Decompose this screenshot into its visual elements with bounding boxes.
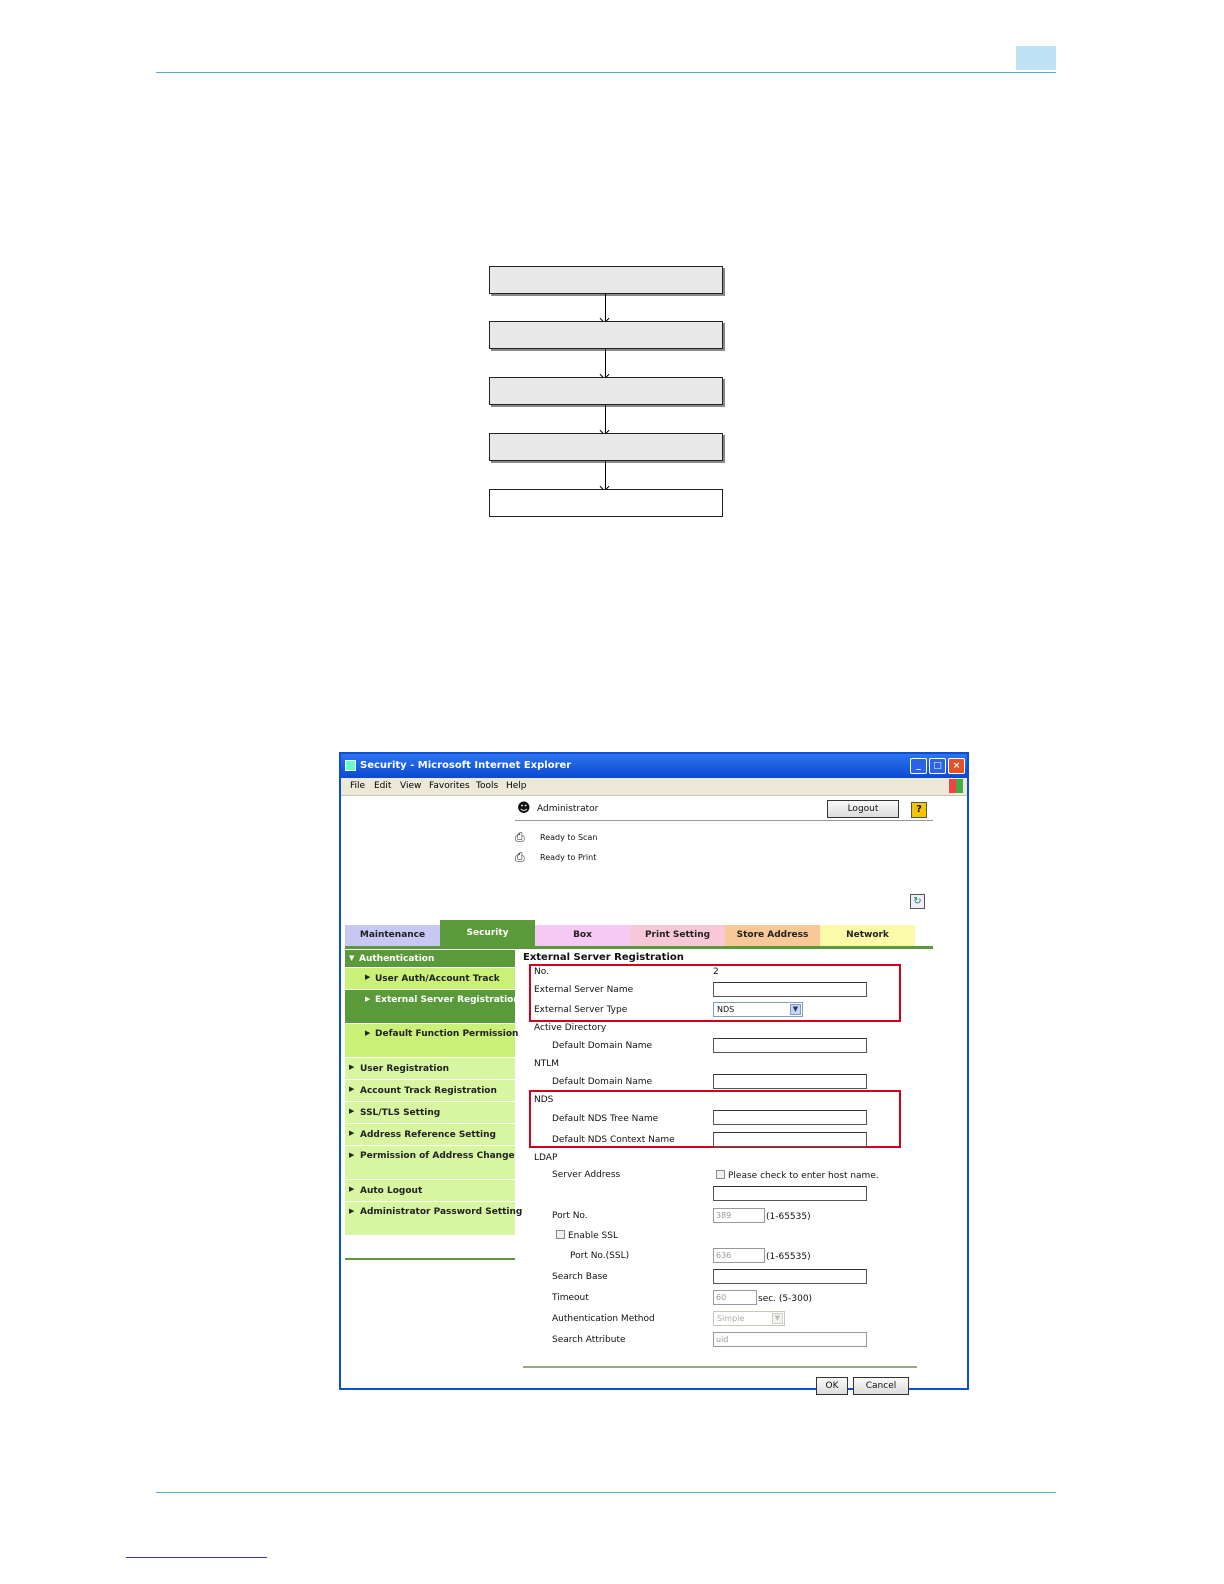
browser-window bbox=[339, 752, 969, 1390]
cancel-button[interactable]: Cancel bbox=[853, 1377, 909, 1395]
menu-tools[interactable]: Tools bbox=[476, 781, 499, 791]
chapter-tab-marker bbox=[1016, 46, 1056, 70]
menu-bar bbox=[341, 778, 967, 796]
form-bottom-rule bbox=[523, 1366, 917, 1368]
nds-context-label: Default NDS Context Name bbox=[552, 1135, 675, 1145]
chevron-right-icon: ▶ bbox=[349, 1085, 355, 1093]
flow-arrow-3 bbox=[605, 405, 606, 433]
timeout-label: Timeout bbox=[552, 1293, 589, 1303]
tab-box[interactable]: Box bbox=[535, 925, 630, 946]
search-base-input[interactable] bbox=[713, 1269, 867, 1284]
server-type-label: External Server Type bbox=[534, 1005, 628, 1015]
flow-step-3 bbox=[489, 377, 723, 405]
footer-link-underline bbox=[126, 1557, 267, 1558]
help-button[interactable]: ? bbox=[911, 802, 927, 818]
auth-method-value: Simple bbox=[717, 1314, 745, 1323]
server-type-select[interactable] bbox=[713, 1002, 803, 1017]
tab-maintenance[interactable]: Maintenance bbox=[345, 925, 440, 946]
title-bar bbox=[341, 754, 967, 778]
timeout-input[interactable]: 60 bbox=[713, 1290, 757, 1305]
ok-button[interactable]: OK bbox=[816, 1377, 848, 1395]
auth-method-select[interactable] bbox=[713, 1311, 785, 1326]
active-directory-heading: Active Directory bbox=[534, 1023, 607, 1033]
host-name-check-label: Please check to enter host name. bbox=[728, 1171, 879, 1181]
menu-help[interactable]: Help bbox=[506, 781, 527, 791]
ssl-port-label: Port No.(SSL) bbox=[570, 1251, 630, 1261]
flow-step-4 bbox=[489, 433, 723, 461]
ssl-port-input[interactable]: 636 bbox=[713, 1248, 765, 1263]
header-rule bbox=[156, 72, 1056, 73]
scan-status: Ready to Scan bbox=[540, 833, 598, 842]
chevron-right-icon: ▶ bbox=[349, 1063, 355, 1071]
menu-file[interactable]: File bbox=[350, 781, 366, 791]
sidebar-item-label: External Server Registration bbox=[375, 995, 520, 1005]
sidebar-item-permission-address[interactable] bbox=[345, 1146, 515, 1180]
flow-step-2 bbox=[489, 321, 723, 349]
ssl-port-range: (1-65535) bbox=[766, 1252, 811, 1262]
host-name-checkbox[interactable] bbox=[716, 1170, 725, 1179]
nds-context-input[interactable] bbox=[713, 1132, 867, 1147]
sidebar-item-auto-logout[interactable] bbox=[345, 1180, 515, 1202]
sidebar-item-label: Authentication bbox=[359, 954, 435, 964]
ie-icon bbox=[345, 760, 356, 771]
ad-domain-input[interactable] bbox=[713, 1038, 867, 1053]
chevron-down-icon: ▼ bbox=[772, 1313, 783, 1324]
flow-arrow-4 bbox=[605, 461, 606, 489]
logout-button[interactable]: Logout bbox=[827, 800, 899, 818]
ldap-heading: LDAP bbox=[534, 1153, 558, 1163]
enable-ssl-label: Enable SSL bbox=[568, 1231, 618, 1241]
search-base-label: Search Base bbox=[552, 1272, 608, 1282]
window-title: Security - Microsoft Internet Explorer bbox=[360, 760, 572, 771]
chevron-down-icon: ▼ bbox=[790, 1004, 801, 1015]
user-icon: ☻ bbox=[517, 801, 531, 816]
chevron-right-icon: ▶ bbox=[349, 1107, 355, 1115]
main-tabs bbox=[345, 920, 933, 944]
sidebar-item-address-reference[interactable] bbox=[345, 1124, 515, 1146]
server-type-value: NDS bbox=[717, 1005, 735, 1014]
footer-rule bbox=[156, 1492, 1056, 1493]
ldap-server-label: Server Address bbox=[552, 1170, 621, 1180]
chevron-right-icon: ▶ bbox=[349, 1129, 355, 1137]
user-label: Administrator bbox=[537, 804, 599, 814]
sidebar-item-label: Default Function Permission bbox=[375, 1029, 519, 1039]
nds-tree-input[interactable] bbox=[713, 1110, 867, 1125]
tabs-underline bbox=[345, 946, 933, 949]
page-content bbox=[343, 796, 965, 1391]
sidebar-item-default-function[interactable] bbox=[345, 1024, 519, 1058]
admin-bar bbox=[515, 800, 933, 821]
no-label: No. bbox=[534, 967, 549, 977]
ntlm-heading: NTLM bbox=[534, 1059, 560, 1069]
sidebar-item-authentication[interactable] bbox=[345, 950, 515, 968]
flow-arrow-2 bbox=[605, 349, 606, 377]
chevron-right-icon: ▶ bbox=[349, 1151, 355, 1159]
tab-security[interactable]: Security bbox=[440, 920, 535, 946]
expand-arrow-icon: ▼ bbox=[349, 954, 355, 962]
form-title: External Server Registration bbox=[523, 952, 684, 963]
sidebar-item-external-server[interactable] bbox=[345, 990, 520, 1024]
maximize-button[interactable]: □ bbox=[929, 758, 946, 774]
chevron-right-icon: ▶ bbox=[349, 1207, 355, 1215]
refresh-icon[interactable]: ↻ bbox=[910, 894, 925, 909]
nds-heading: NDS bbox=[534, 1095, 554, 1105]
sidebar-bottom-rule bbox=[345, 1258, 515, 1260]
timeout-unit: sec. (5-300) bbox=[758, 1294, 813, 1304]
sidebar-item-admin-password[interactable] bbox=[345, 1202, 523, 1236]
chevron-right-icon: ▶ bbox=[349, 1185, 355, 1193]
sidebar-item-label: Address Reference Setting bbox=[360, 1130, 496, 1140]
flow-step-1 bbox=[489, 266, 723, 294]
menu-view[interactable]: View bbox=[400, 781, 422, 791]
sidebar-item-label: Account Track Registration bbox=[360, 1086, 497, 1096]
print-status: Ready to Print bbox=[540, 853, 597, 862]
ad-domain-label: Default Domain Name bbox=[552, 1041, 653, 1051]
no-value: 2 bbox=[713, 967, 719, 977]
sidebar-item-label: Permission of Address Change bbox=[360, 1151, 515, 1161]
windows-logo-icon bbox=[949, 779, 963, 793]
sidebar-item-account-track[interactable] bbox=[345, 1080, 515, 1102]
sidebar-item-label: SSL/TLS Setting bbox=[360, 1108, 441, 1118]
chevron-right-icon: ▶ bbox=[365, 995, 371, 1003]
tab-print-setting[interactable]: Print Setting bbox=[630, 925, 725, 946]
server-name-label: External Server Name bbox=[534, 985, 634, 995]
search-attr-input[interactable]: uid bbox=[713, 1332, 867, 1347]
printer-icon: ⎙ bbox=[515, 850, 525, 864]
server-name-input[interactable] bbox=[713, 982, 867, 997]
tab-network[interactable]: Network bbox=[820, 925, 915, 946]
chevron-right-icon: ▶ bbox=[365, 1029, 371, 1037]
tab-store-address[interactable]: Store Address bbox=[725, 925, 820, 946]
minimize-button[interactable]: _ bbox=[910, 758, 927, 774]
auth-method-label: Authentication Method bbox=[552, 1314, 655, 1324]
ntlm-domain-input[interactable] bbox=[713, 1074, 867, 1089]
sidebar-item-user-registration[interactable] bbox=[345, 1058, 515, 1080]
close-button[interactable]: × bbox=[948, 758, 965, 774]
sidebar-item-label: User Auth/Account Track bbox=[375, 974, 500, 984]
ntlm-domain-label: Default Domain Name bbox=[552, 1077, 653, 1087]
menu-favorites[interactable]: Favorites bbox=[429, 781, 470, 791]
flow-arrow-1 bbox=[605, 294, 606, 321]
port-range: (1-65535) bbox=[766, 1212, 811, 1222]
sidebar-item-ssl-tls[interactable] bbox=[345, 1102, 515, 1124]
search-attr-label: Search Attribute bbox=[552, 1335, 626, 1345]
menu-edit[interactable]: Edit bbox=[374, 781, 392, 791]
sidebar-item-label: Administrator Password Setting bbox=[360, 1207, 523, 1217]
nds-tree-label: Default NDS Tree Name bbox=[552, 1114, 659, 1124]
ldap-server-input[interactable] bbox=[713, 1186, 867, 1201]
sidebar-item-label: Auto Logout bbox=[360, 1186, 423, 1196]
sidebar-item-user-auth[interactable] bbox=[345, 968, 515, 990]
enable-ssl-checkbox[interactable] bbox=[556, 1230, 565, 1239]
flow-step-5 bbox=[489, 489, 723, 517]
scanner-icon: ⎙ bbox=[515, 830, 525, 844]
sidebar-item-label: User Registration bbox=[360, 1064, 450, 1074]
port-label: Port No. bbox=[552, 1211, 588, 1221]
port-input[interactable]: 389 bbox=[713, 1208, 765, 1223]
chevron-right-icon: ▶ bbox=[365, 973, 371, 981]
